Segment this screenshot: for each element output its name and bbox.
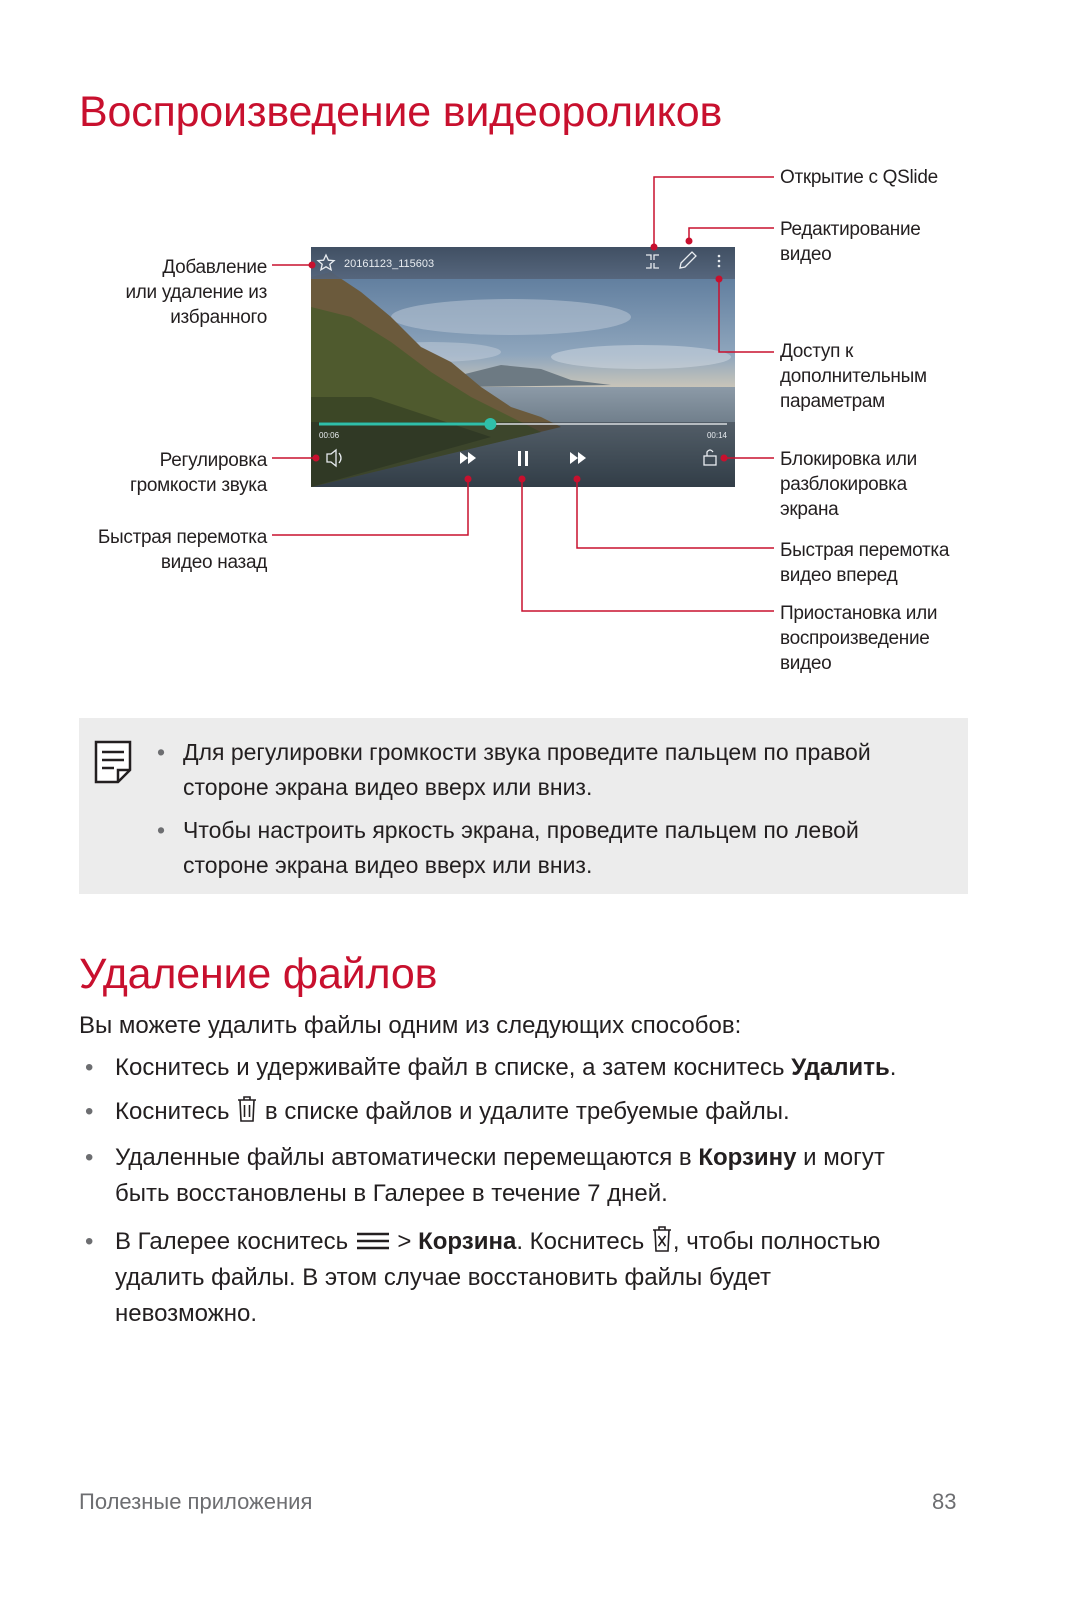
callout-lock: Блокировка или разблокировка экрана (780, 449, 917, 520)
rewind-icon[interactable] (460, 452, 476, 464)
list-item: • Коснитесь и удерживайте файл в списке, а затем коснитесь Удалить. (85, 1054, 897, 1081)
callout-forward: Быстрая перемотка видео вперед (780, 540, 950, 586)
pause-icon[interactable] (518, 451, 528, 466)
trash-x-icon (651, 1225, 673, 1253)
time-elapsed: 00:06 (319, 431, 340, 440)
list-item: • Коснитесь в списке файлов и удалите требуемые файлы. (115, 1094, 790, 1130)
star-icon[interactable] (318, 255, 334, 270)
section-title-delete: Удаление файлов (79, 950, 438, 998)
callout-volume: Регулировка громкости звука (130, 450, 267, 496)
video-player[interactable] (311, 247, 735, 487)
delete-label: Удалить (791, 1054, 890, 1081)
progress-thumb[interactable] (484, 418, 496, 430)
callout-edit: Редактирование видео (780, 219, 921, 265)
callout-qslide: Открытие с QSlide (780, 167, 938, 188)
callout-favorite: Добавление или удаление из избранного (125, 257, 267, 328)
footer-section: Полезные приложения (79, 1489, 313, 1514)
callout-play-pause: Приостановка или воспроизведение видео (780, 603, 938, 674)
menu-icon (355, 1229, 391, 1253)
note-item: • Для регулировки громкости звука проведите пальцем по правой стороне экрана видео вверх или вниз. (157, 739, 871, 800)
note-item: • Чтобы настроить яркость экрана, проведите пальцем по левой стороне экрана видео вверх или вниз. (157, 817, 859, 878)
list-item: • Удаленные файлы автоматически перемещаются в Корзину и могут быть восстановлены в Галерее в течение 7 дней. (85, 1144, 885, 1207)
callout-rewind: Быстрая перемотка видео назад (97, 527, 267, 573)
more-icon[interactable] (718, 255, 721, 268)
intro-text: Вы можете удалить файлы одним из следующих способов: (79, 1012, 742, 1039)
note-box (79, 718, 968, 894)
time-total: 00:14 (706, 431, 727, 440)
trash-folder-label: Корзину (698, 1144, 797, 1171)
trash-menu-label: Корзина (418, 1228, 517, 1255)
section-title-video: Воспроизведение видеороликов (79, 88, 723, 136)
file-name: 20161123_115603 (344, 258, 435, 270)
callout-more: Доступ к дополнительным параметрам (780, 341, 927, 412)
qslide-icon[interactable] (646, 255, 659, 268)
forward-icon[interactable] (570, 452, 586, 464)
trash-icon (236, 1095, 258, 1123)
player-controls (311, 247, 735, 487)
lock-icon[interactable] (704, 450, 716, 465)
note-icon (94, 740, 132, 784)
page-number: 83 (932, 1489, 957, 1514)
pencil-icon[interactable] (680, 252, 696, 268)
list-item: • В Галерее коснитесь > Корзина. Коснитесь , чтобы полностью удалить файлы. В этом случае восстановить файлы будет невозможно. (115, 1224, 880, 1332)
volume-icon[interactable] (327, 450, 341, 466)
